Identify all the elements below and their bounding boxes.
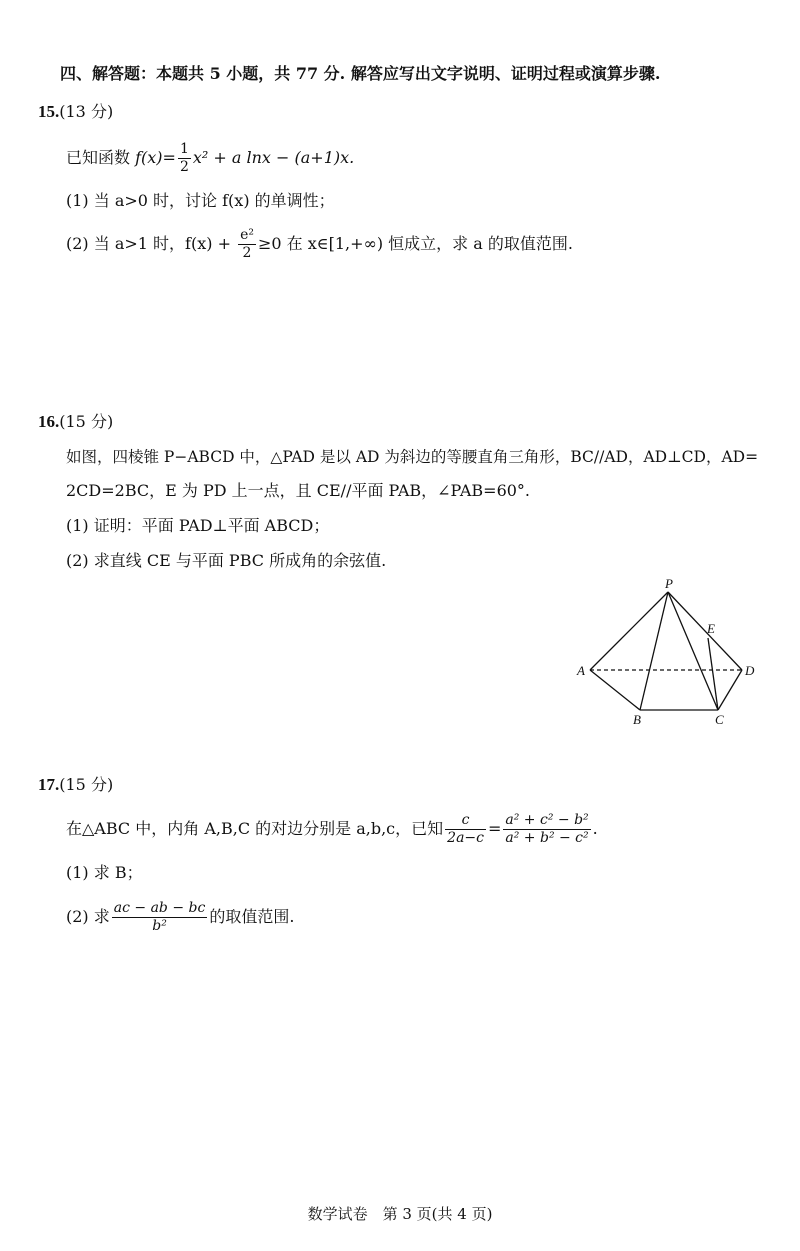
- label-c: C: [715, 712, 724, 727]
- fraction-denominator: 2: [179, 159, 189, 175]
- label-d: D: [745, 663, 755, 678]
- question-15-heading: [38, 102, 113, 122]
- intro-text: 在△ABC 中，内角 A,B,C 的对边分别是 a,b,c，已知: [66, 819, 444, 838]
- question-15-function: [66, 140, 354, 176]
- edge-pb: [640, 592, 668, 710]
- function-symbol: f(x): [135, 148, 163, 167]
- question-16-line-2: 2CD=2BC，E 为 PD 上一点，且 CE//平面 PAB，∠PAB=60°.: [66, 481, 531, 500]
- question-15-part-2: [66, 226, 573, 262]
- fraction-numerator: e²: [240, 227, 254, 243]
- section-header: 四、解答题：本题共 5 小题，共 77 分. 解答应写出文字说明、证明过程或演算步骤.: [60, 64, 661, 83]
- label-a: A: [577, 663, 585, 678]
- edge-pa: [590, 592, 668, 670]
- label-p: P: [665, 578, 673, 591]
- edge-cd: [718, 670, 742, 710]
- equals-sign: =: [162, 148, 176, 167]
- fraction-numerator: c: [445, 812, 486, 830]
- question-17-part-1: (1) 求 B；: [66, 863, 143, 882]
- question-17-condition: [66, 810, 598, 848]
- fraction-numerator: ac − ab − bc: [113, 900, 206, 916]
- edge-pc: [668, 592, 718, 710]
- question-16-part-1: (1) 证明：平面 PAD⊥平面 ABCD；: [66, 516, 330, 535]
- question-score: (15 分): [59, 412, 114, 431]
- page-footer: 数学试卷 第 3 页(共 4 页): [307, 1205, 493, 1223]
- pyramid-figure: [570, 578, 760, 728]
- period: .: [592, 819, 598, 838]
- question-number: 17.: [38, 775, 60, 794]
- part-text-suffix: ≥0 在 x∈[1,+∞) 恒成立，求 a 的取值范围.: [257, 234, 573, 253]
- function-expression: x² + a lnx − (a+1)x.: [192, 148, 355, 167]
- intro-text: 已知函数: [66, 148, 136, 167]
- fraction-denominator: 2a−c: [447, 830, 484, 846]
- edge-pd: [668, 592, 742, 670]
- fraction-numerator: a² + c² − b²: [505, 812, 589, 828]
- equals-sign: =: [487, 819, 502, 838]
- question-15-part-1: (1) 当 a>0 时，讨论 f(x) 的单调性；: [66, 191, 335, 210]
- fraction-denominator: a² + b² − c²: [505, 830, 589, 846]
- fraction-range-expression: [112, 900, 208, 935]
- fraction-denominator: 2: [242, 245, 252, 261]
- question-16-heading: [38, 412, 113, 432]
- label-b: B: [633, 712, 641, 727]
- fraction-c-over-2a-minus-c: [445, 812, 486, 847]
- question-16-line-1: 如图，四棱锥 P−ABCD 中，△PAD 是以 AD 为斜边的等腰直角三角形，BC//AD，AD⊥CD，AD=: [66, 448, 759, 466]
- part-text: (2) 当 a>1 时，f(x) +: [66, 234, 237, 253]
- question-score: (13 分): [59, 102, 114, 121]
- question-score: (15 分): [59, 775, 114, 794]
- fraction-e-squared: [238, 227, 256, 262]
- edge-ab: [590, 670, 640, 710]
- fraction-half: [178, 141, 191, 176]
- question-number: 16.: [38, 412, 60, 431]
- question-17-heading: [38, 775, 113, 795]
- fraction-numerator: 1: [179, 141, 189, 157]
- part-text: (2) 求: [66, 907, 110, 926]
- part-text-suffix: 的取值范围.: [209, 907, 295, 926]
- question-16-part-2: (2) 求直线 CE 与平面 PBC 所成角的余弦值.: [66, 551, 387, 570]
- question-17-part-2: [66, 898, 294, 936]
- question-number: 15.: [38, 102, 60, 121]
- fraction-denominator: b²: [152, 918, 167, 934]
- label-e: E: [707, 621, 715, 636]
- fraction-cosine-ratio: [503, 812, 590, 847]
